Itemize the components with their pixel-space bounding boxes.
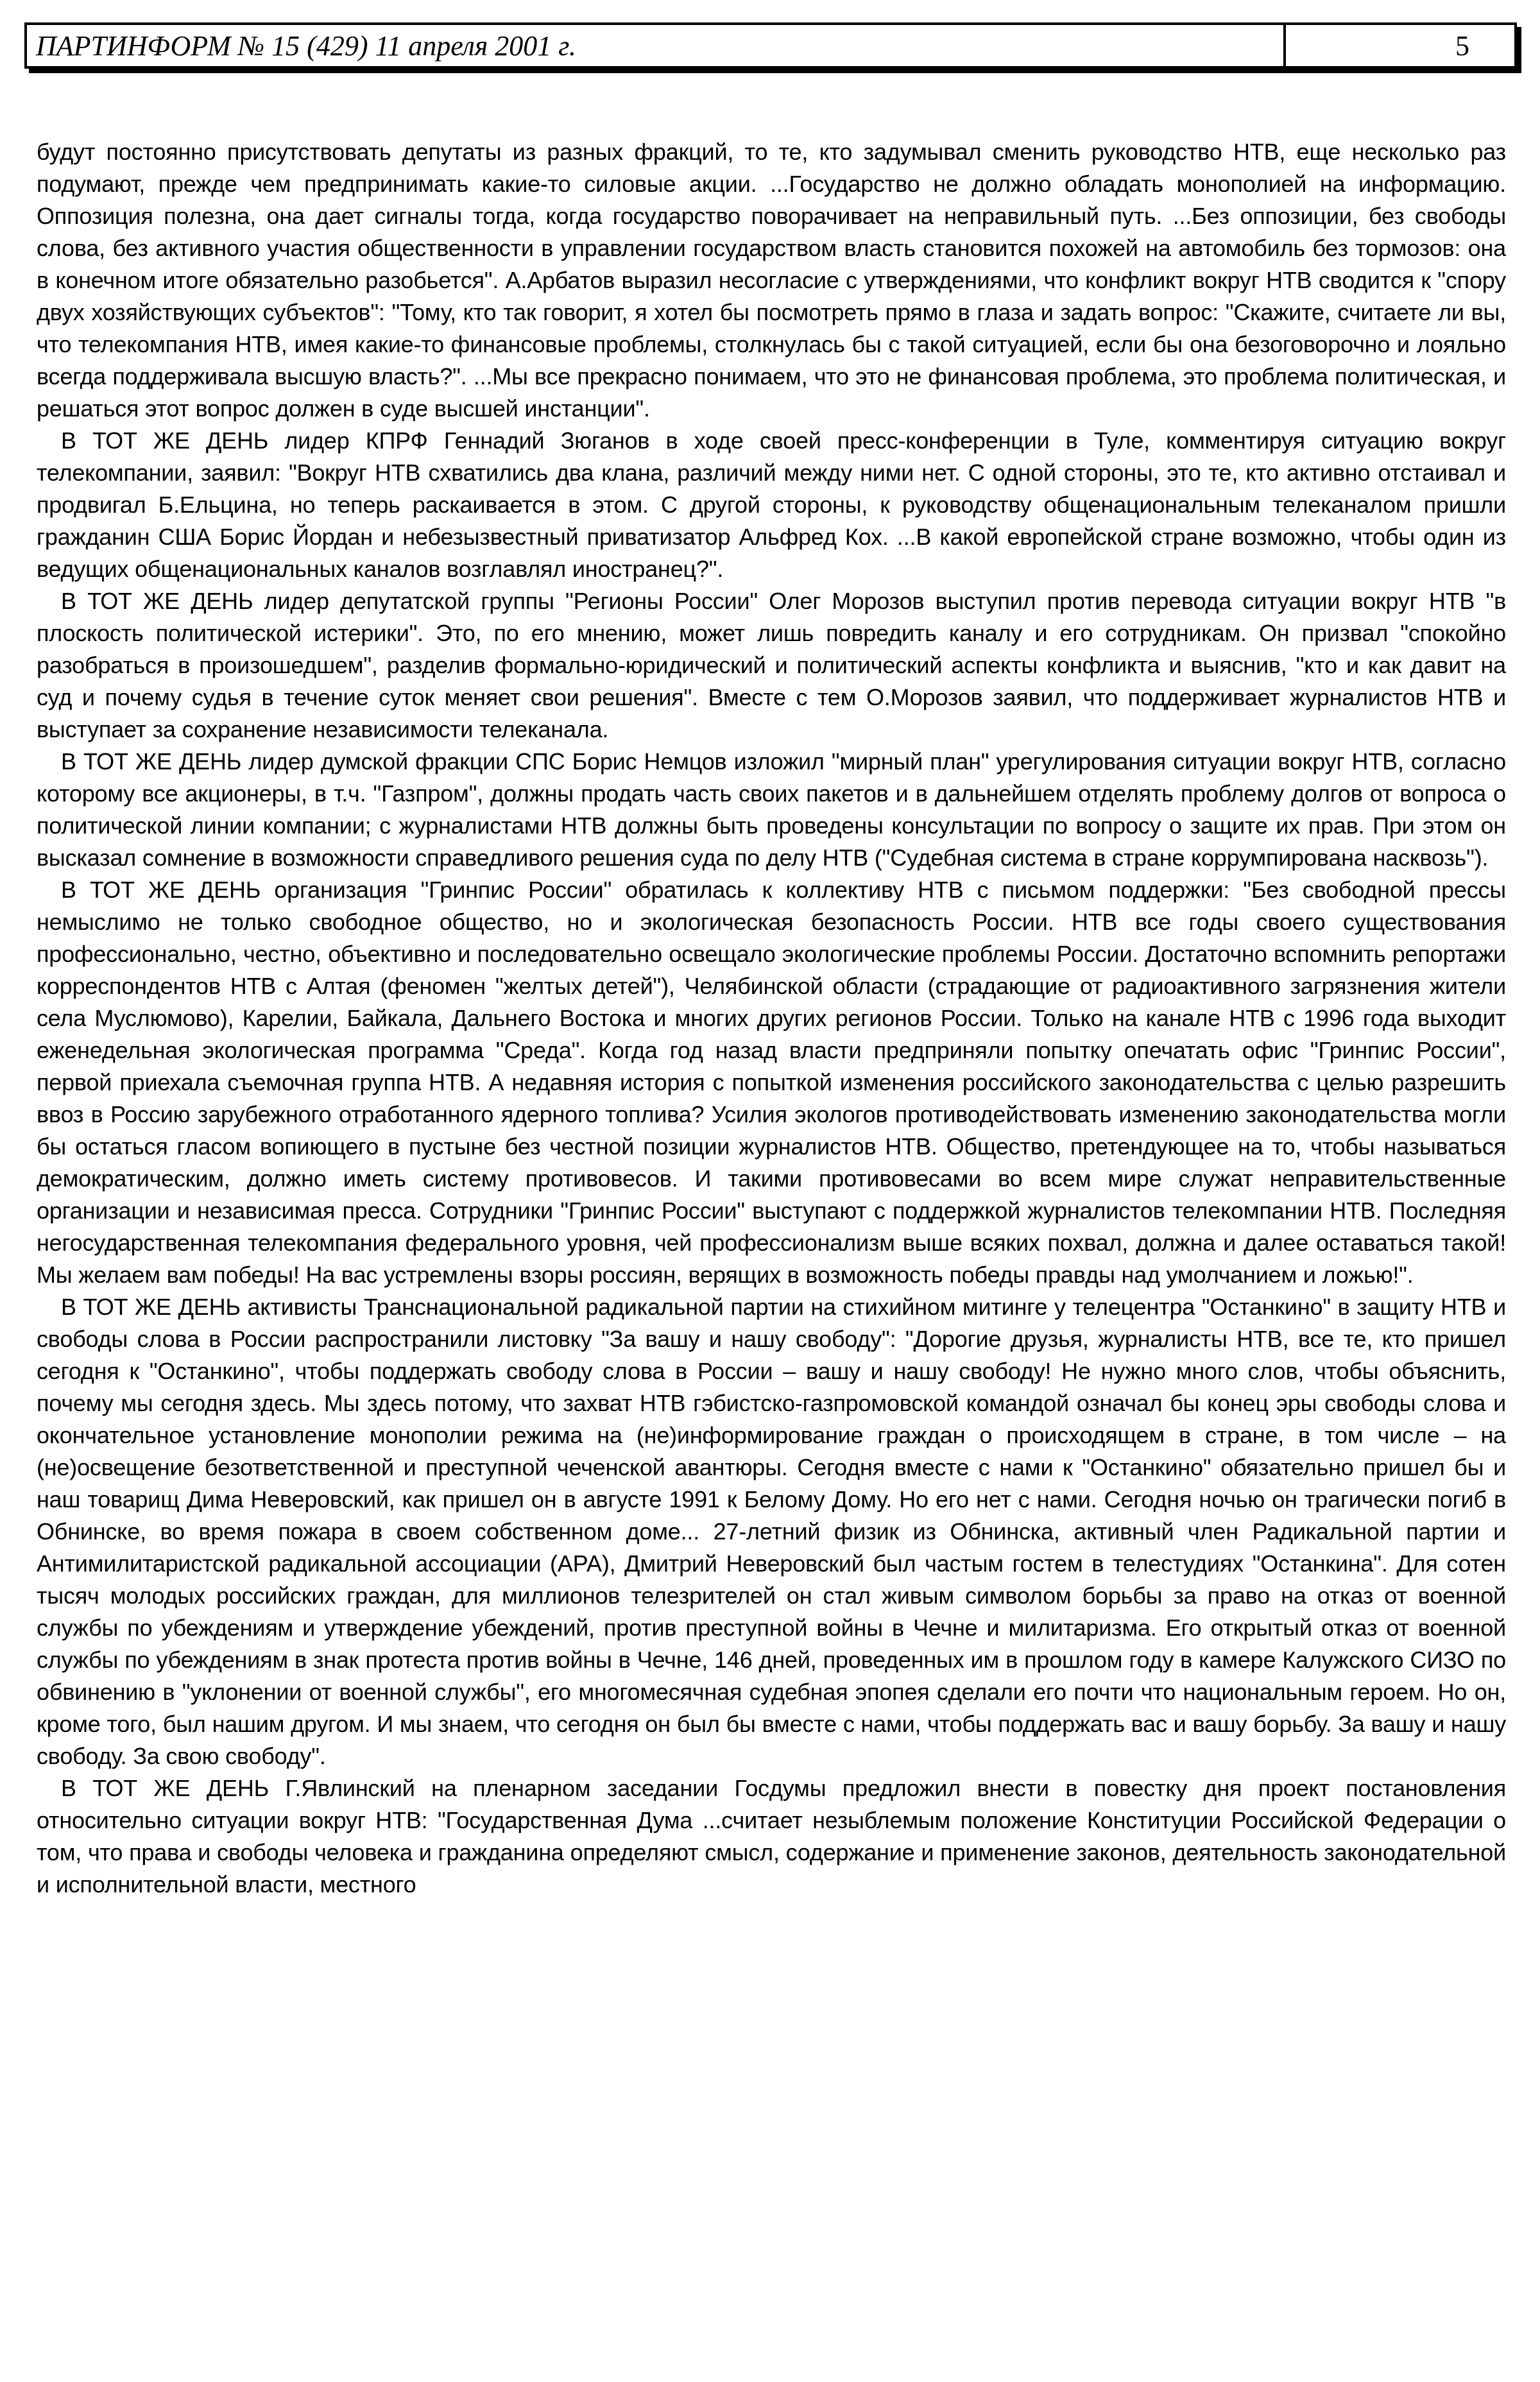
paragraph: В ТОТ ЖЕ ДЕНЬ лидер депутатской группы "Регионы России" Олег Морозов выступил против перевода ситуации вокруг НТВ "в плоскость политической истерики". Это, по его мнению, может лишь повредить каналу и его сотрудникам. Он призвал "спокойно разобраться в произошедшем", разделив формально-юридический и политический аспекты конфликта и выяснив, "кто и как давит на суд и почему судья в течение суток меняет свои решения". Вместе с тем О.Морозов заявил, что поддерживает журналистов НТВ и выступает за сохранение независимости телеканала. <box>37 588 1506 742</box>
paragraph: В ТОТ ЖЕ ДЕНЬ активисты Транснациональной радикальной партии на стихийном митинге у телецентра "Останкино" в защиту НТВ и свободы слова в России распространили листовку "За вашу и нашу свободу": "Дорогие друзья, журналисты НТВ, все те, кто пришел сегодня к "Останкино", чтобы поддержать свободу слова в России – вашу и нашу свободу! Не нужно много слов, чтобы объяснить, почему мы сегодня здесь. Мы здесь потому, что захват НТВ гэбистско-газпромовской командой означал бы конец эры свободы слова и окончательное установление монополии режима на (не)информирование граждан о происходящем в стране, в том числе – на (не)освещение безответственной и преступной чеченской авантюры. Сегодня вместе с нами к "Останкино" обязательно пришел бы и наш товарищ Дима Неверовский, как пришел он в августе 1991 к Белому Дому. Но его нет с нами. Сегодня ночью он трагически погиб в Обнинске, во время пожара в своем собственном доме... 27-летний физик из Обнинска, активный член Радикальной партии и Антимилитаристской радикальной ассоциации (АРА), Дмитрий Неверовский был частым гостем в телестудиях "Останкина". Для сотен тысяч молодых российских граждан, для миллионов телезрителей он стал живым символом борьбы за право на отказ от военной службы по убеждениям и утверждение убеждений, против преступной войны в Чечне и милитаризма. Его открытый отказ от военной службы по убеждениям в знак протеста против войны в Чечне, 146 дней, проведенных им в прошлом году в камере Калужского СИЗО по обвинению в "уклонении от военной службы", его многомесячная судебная эпопея сделали его почти что национальным героем. Но он, кроме того, был нашим другом. И мы знаем, что сегодня он был бы вместе с нами, чтобы поддержать вас и вашу борьбу. За вашу и нашу свободу. За свою свободу". <box>37 1294 1506 1769</box>
paragraph: В ТОТ ЖЕ ДЕНЬ Г.Явлинский на пленарном заседании Госдумы предложил внести в повестку дня проект постановления относительно ситуации вокруг НТВ: "Государственная Дума ...считает незыблемым положение Конституции Российской Федерации о том, что права и свободы человека и гражданина определяют смысл, содержание и применение законов, деятельность законодательной и исполнительной власти, местного <box>37 1775 1506 1898</box>
paragraph: В ТОТ ЖЕ ДЕНЬ лидер думской фракции СПС Борис Немцов изложил "мирный план" урегулирования ситуации вокруг НТВ, согласно которому все акционеры, в т.ч. "Газпром", должны продать часть своих пакетов и в дальнейшем отделять проблему долгов от вопроса о политической линии компании; с журналистами НТВ должны быть проведены консультации по вопросу о защите их прав. При этом он высказал сомнение в возможности справедливого решения суда по делу НТВ ("Судебная система в стране коррумпирована насквозь"). <box>37 748 1506 871</box>
paragraph: будут постоянно присутствовать депутаты из разных фракций, то те, кто задумывал сменить руководство НТВ, еще несколько раз подумают, прежде чем предпринимать какие-то силовые акции. ...Государство не должно обладать монополией на информацию. Оппозиция полезна, она дает сигналы тогда, когда государство поворачивает на неправильный путь. ...Без оппозиции, без свободы слова, без активного участия общественности в управлении государством власть становится похожей на автомобиль без тормозов: она в конечном итоге обязательно разобьется". А.Арбатов выразил несогласие с утверждениями, что конфликт вокруг НТВ сводится к "спору двух хозяйствующих субъектов": "Тому, кто так говорит, я хотел бы посмотреть прямо в глаза и задать вопрос: "Скажите, считаете ли вы, что телекомпания НТВ, имея какие-то финансовые проблемы, столкнулась бы с такой ситуацией, если бы она безоговорочно и лояльно всегда поддерживала высшую власть?". ...Мы все прекрасно понимаем, что это не финансовая проблема, это проблема политическая, и решаться этот вопрос должен в суде высшей инстанции". <box>37 139 1506 422</box>
paragraph: В ТОТ ЖЕ ДЕНЬ лидер КПРФ Геннадий Зюганов в ходе своей пресс-конференции в Туле, комментируя ситуацию вокруг телекомпании, заявил: "Вокруг НТВ схватились два клана, различий между ними нет. С одной стороны, это те, кто активно отстаивал и продвигал Б.Ельцина, но теперь раскаивается в этом. С другой стороны, к руководству общенациональным телеканалом пришли гражданин США Борис Йордан и небезызвестный приватизатор Альфред Кох. ...В какой европейской стране возможно, чтобы один из ведущих общенациональных каналов возглавлял иностранец?". <box>37 427 1506 582</box>
page-number: 5 <box>1455 30 1469 62</box>
masthead-cell <box>27 25 1283 66</box>
page-number-cell <box>1283 25 1514 66</box>
article-body <box>37 136 1506 1901</box>
masthead-text: ПАРТИНФОРМ № 15 (429) 11 апреля 2001 г. <box>36 30 576 62</box>
page-header <box>24 22 1517 69</box>
paragraph: В ТОТ ЖЕ ДЕНЬ организация "Гринпис России" обратилась к коллективу НТВ с письмом поддержки: "Без свободной прессы немыслимо не только свободное общество, но и экологическая безопасность России. НТВ все годы своего существования профессионально, честно, объективно и последовательно освещало экологические проблемы России. Достаточно вспомнить репортажи корреспондентов НТВ с Алтая (феномен "желтых детей"), Челябинской области (страдающие от радиоактивного загрязнения жители села Муслюмово), Карелии, Байкала, Дальнего Востока и многих других регионов России. Только на канале НТВ с 1996 года выходит еженедельная экологическая программа "Среда". Когда год назад власти предприняли попытку опечатать офис "Гринпис России", первой приехала съемочная группа НТВ. А недавняя история с попыткой изменения российского законодательства с целью разрешить ввоз в Россию зарубежного отработанного ядерного топлива? Усилия экологов противодействовать изменению законодательства могли бы остаться гласом вопиющего в пустыне без честной позиции журналистов НТВ. Общество, претендующее на то, чтобы называться демократическим, должно иметь систему противовесов. И такими противовесами во всем мире служат неправительственные организации и независимая пресса. Сотрудники "Гринпис России" выступают с поддержкой журналистов телекомпании НТВ. Последняя негосударственная телекомпания федерального уровня, чей профессионализм выше всяких похвал, должна и далее оставаться такой! Мы желаем вам победы! На вас устремлены взоры россиян, верящих в возможность победы правды над умолчанием и ложью!". <box>37 877 1506 1288</box>
